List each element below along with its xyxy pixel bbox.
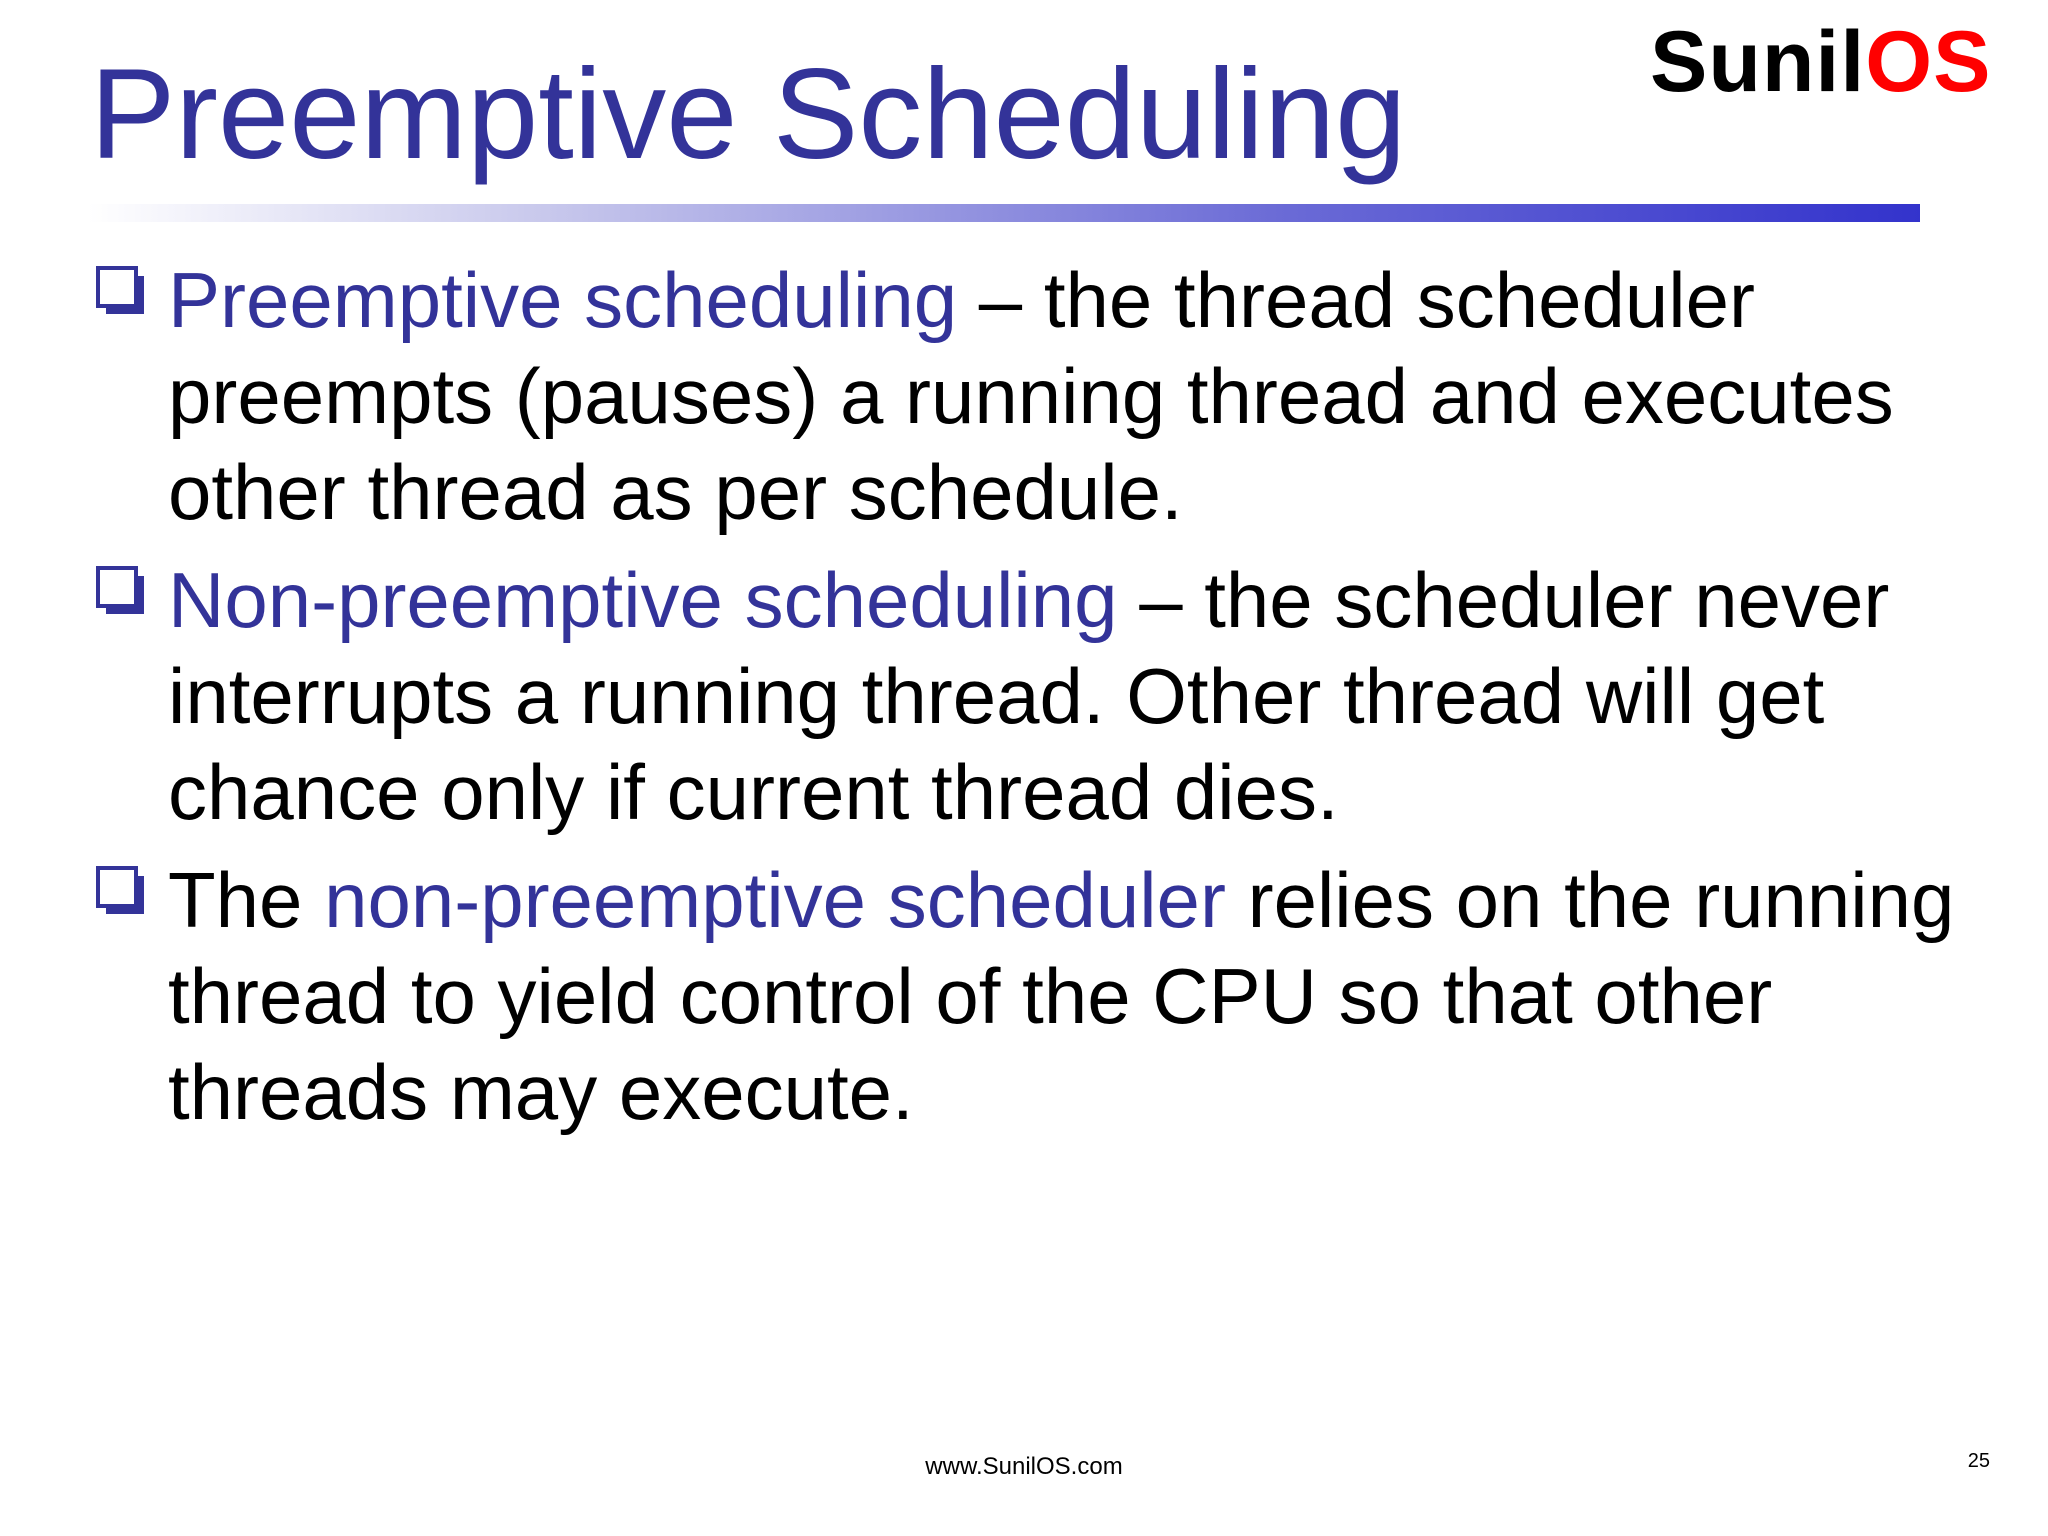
bullet-text: relies on the running thread to yield control of the CPU so that other threads may execute.	[168, 856, 1955, 1136]
bullet-item	[90, 852, 1970, 1140]
logo-text-sunil: Sunil	[1650, 14, 1866, 110]
slide-title: Preemptive Scheduling	[90, 43, 1407, 186]
hollow-square-bullet-icon	[96, 866, 146, 916]
bullet-item	[90, 252, 1970, 540]
title-underline-rule	[88, 204, 1920, 222]
bullet-list	[90, 252, 1970, 1152]
bullet-highlight: Non-preemptive scheduling	[168, 556, 1118, 644]
page-number: 25	[1967, 1450, 1990, 1472]
hollow-square-bullet-icon	[96, 266, 146, 316]
bullet-item	[90, 552, 1970, 840]
footer-url: www.SunilOS.com	[925, 1453, 1123, 1480]
bullet-text: – the thread scheduler preempts (pauses) a running thread and executes other thread as per schedule.	[168, 256, 1894, 536]
logo-text-os: OS	[1865, 14, 1992, 110]
bullet-highlight: non-preemptive scheduler	[324, 856, 1226, 944]
bullet-prefix: The	[168, 856, 325, 944]
hollow-square-bullet-icon	[96, 566, 146, 616]
bullet-text: – the scheduler never interrupts a running thread. Other thread will get chance only if current thread dies.	[168, 556, 1890, 836]
sunilos-logo	[1650, 12, 1991, 112]
bullet-highlight: Preemptive scheduling	[168, 256, 958, 344]
